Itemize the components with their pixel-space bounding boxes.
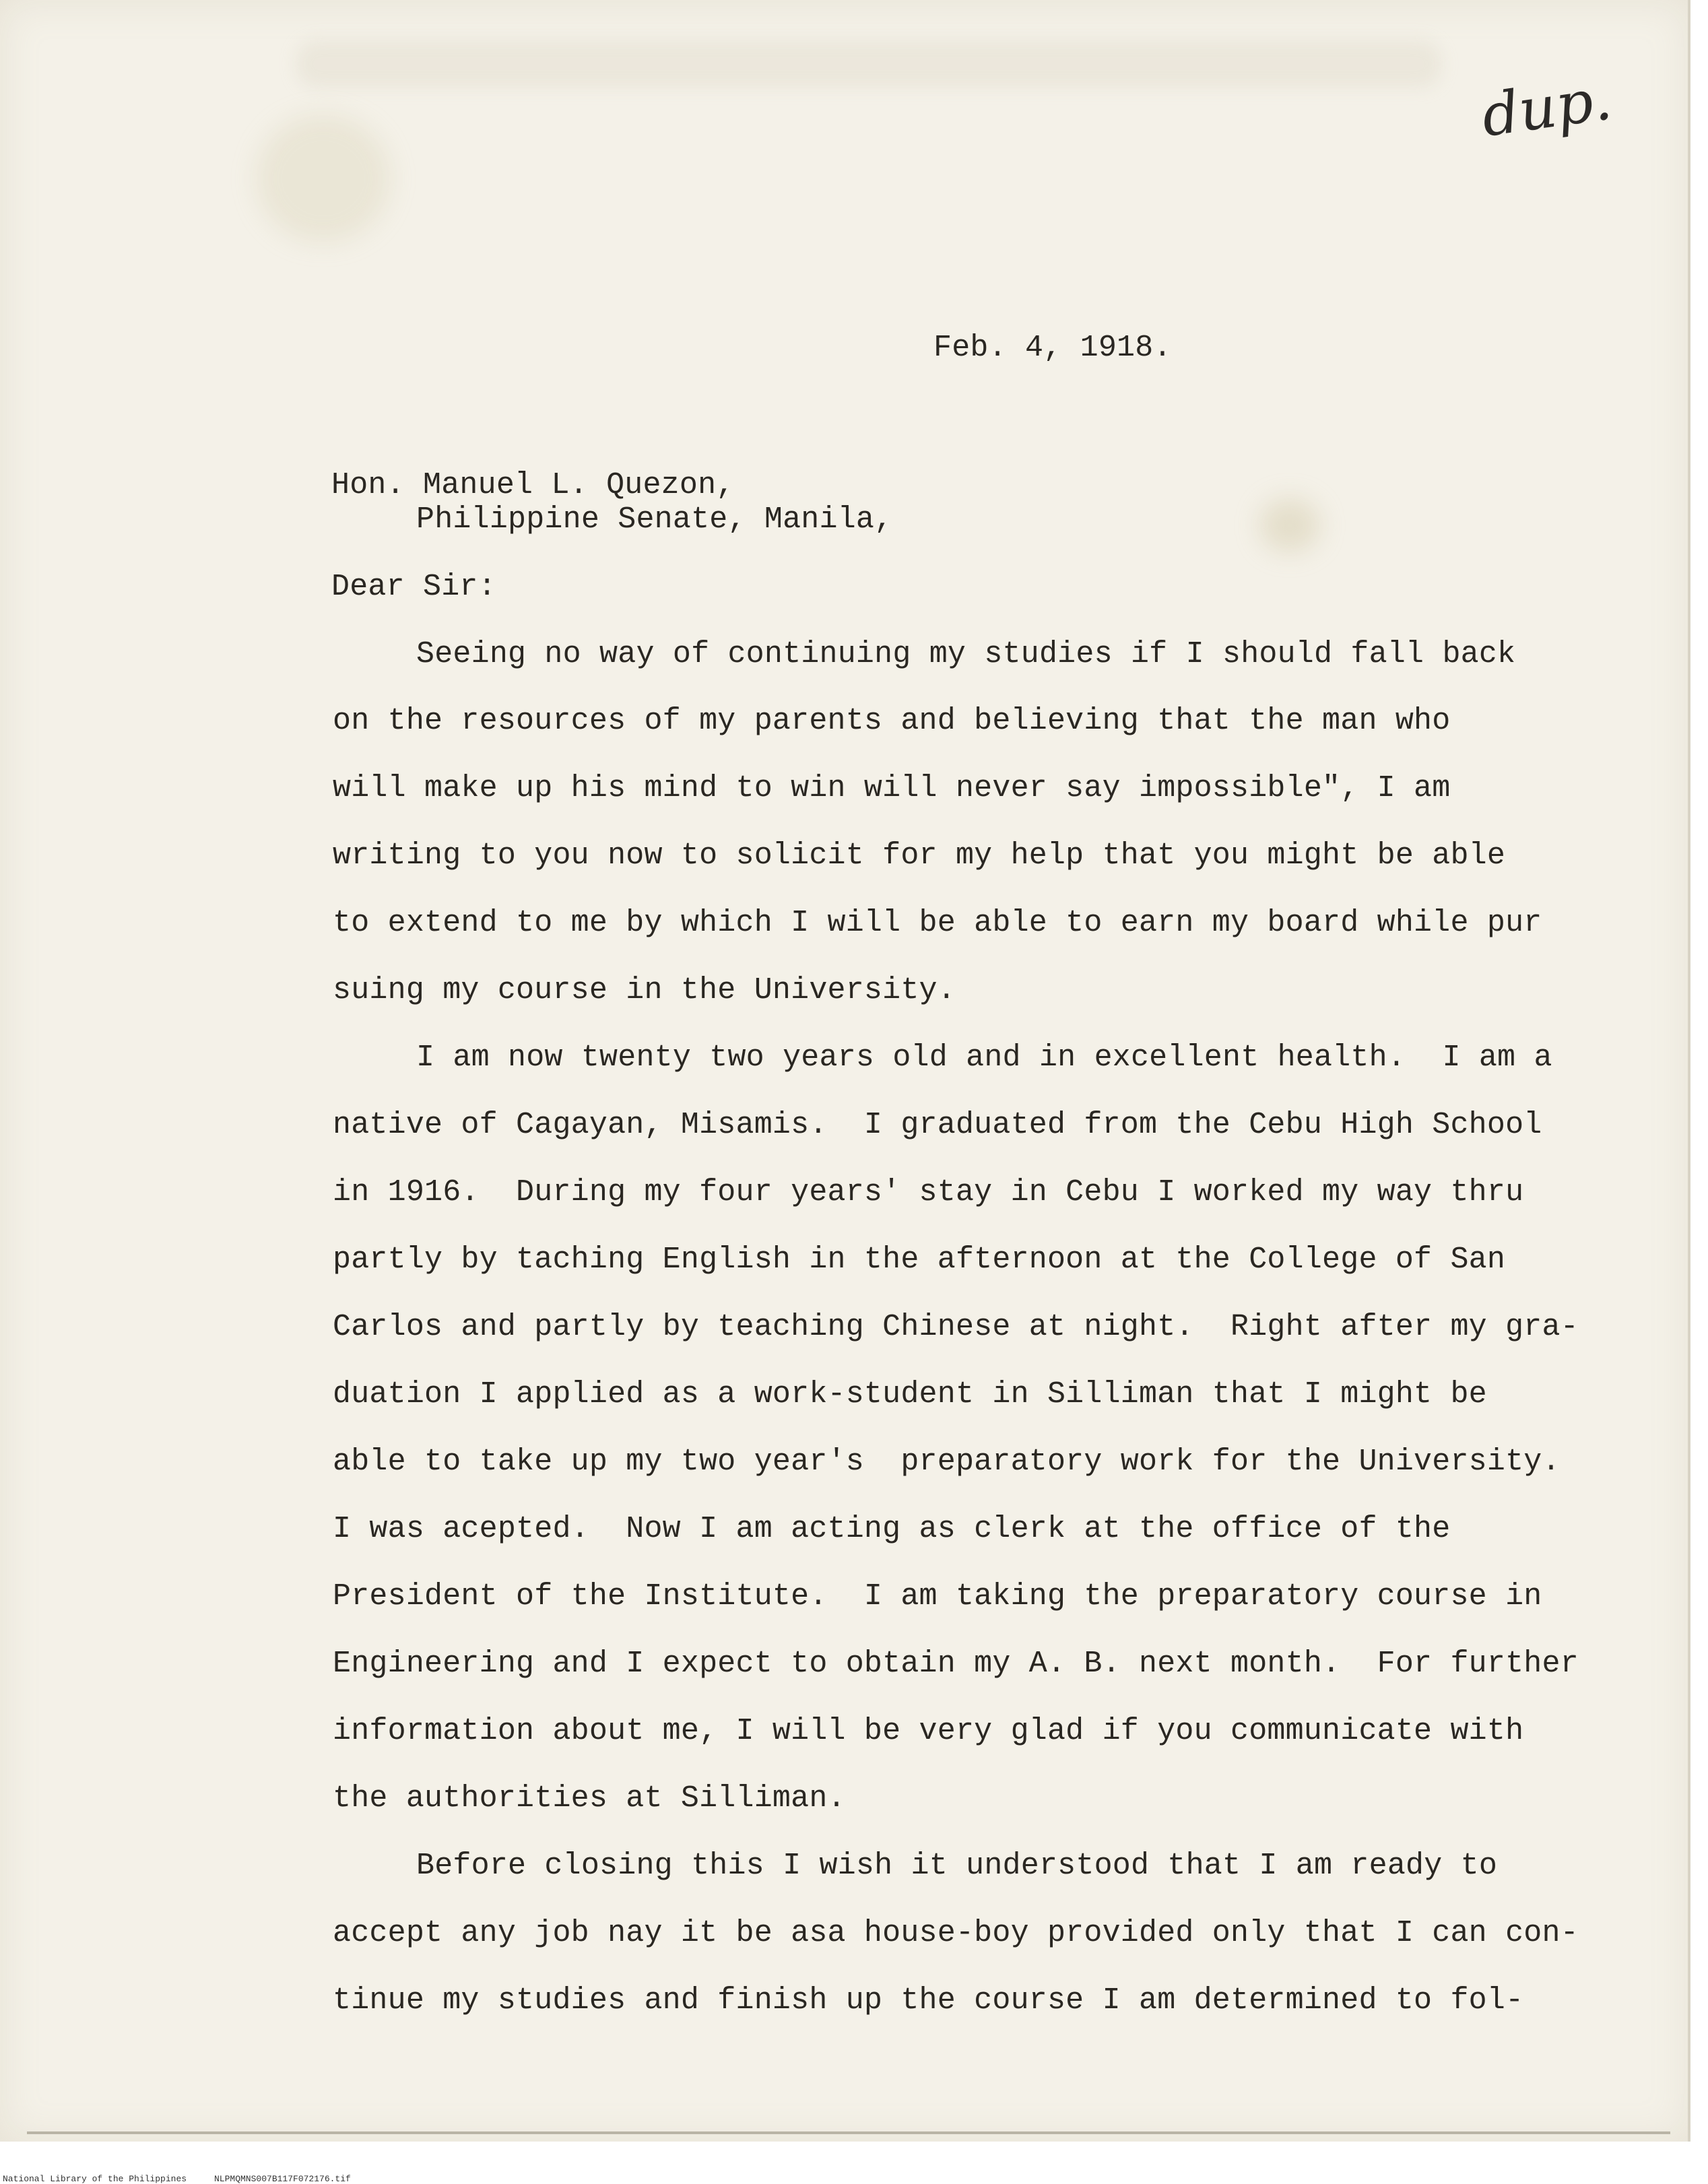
body-line: suing my course in the University. [333,973,956,1007]
footer-institution: National Library of the Philippines [3,2174,187,2184]
page-edge [1688,0,1690,2142]
body-line: in 1916. During my four years' stay in Cebu I worked my way thru [333,1175,1524,1210]
paper-stain [1259,498,1320,552]
letter-date: Feb. 4, 1918. [933,331,1172,365]
body-line: I was acepted. Now I am acting as clerk at the office of the [333,1512,1451,1546]
body-line: tinue my studies and finish up the course I am determined to fol- [333,1983,1524,2018]
body-line: Seeing no way of continuing my studies if I should fall back [416,637,1516,671]
body-line: native of Cagayan, Misamis. I graduated from the Cebu High School [333,1108,1542,1142]
body-line: Carlos and partly by teaching Chinese at night. Right after my gra- [333,1310,1579,1344]
footer-file-id: NLPMQMNS007B117F072176.tif [214,2174,351,2184]
body-line: will make up his mind to win will never say impossible", I am [333,771,1451,805]
addressee-name: Hon. Manuel L. Quezon, [331,468,735,502]
body-line: information about me, I will be very glad if you communicate with [333,1714,1524,1748]
paper-stain [296,40,1441,88]
salutation: Dear Sir: [331,570,496,604]
body-line: accept any job nay it be asa house-boy provided only that I can con- [333,1916,1579,1950]
body-line: duation I applied as a work-student in Silliman that I might be [333,1377,1487,1412]
body-line: able to take up my two year's preparatory work for the University. [333,1445,1561,1479]
body-line: on the resources of my parents and believing that the man who [333,704,1451,738]
addressee-address: Philippine Senate, Manila, [416,502,893,537]
body-line: to extend to me by which I will be able to earn my board while pur [333,906,1542,940]
body-line: writing to you now to solicit for my help that you might be able [333,838,1506,873]
body-line: Before closing this I wish it understood that I am ready to [416,1849,1498,1883]
body-line: the authorities at Silliman. [333,1781,846,1816]
body-line: partly by taching English in the afternoon at the College of San [333,1243,1506,1277]
body-line: President of the Institute. I am taking the preparatory course in [333,1579,1542,1614]
body-line: Engineering and I expect to obtain my A. B. next month. For further [333,1647,1579,1681]
page-edge [27,2131,1670,2134]
body-line: I am now twenty two years old and in excellent health. I am a [416,1040,1552,1075]
paper-stain [256,114,391,242]
handwritten-note: dup. [1477,65,1616,150]
